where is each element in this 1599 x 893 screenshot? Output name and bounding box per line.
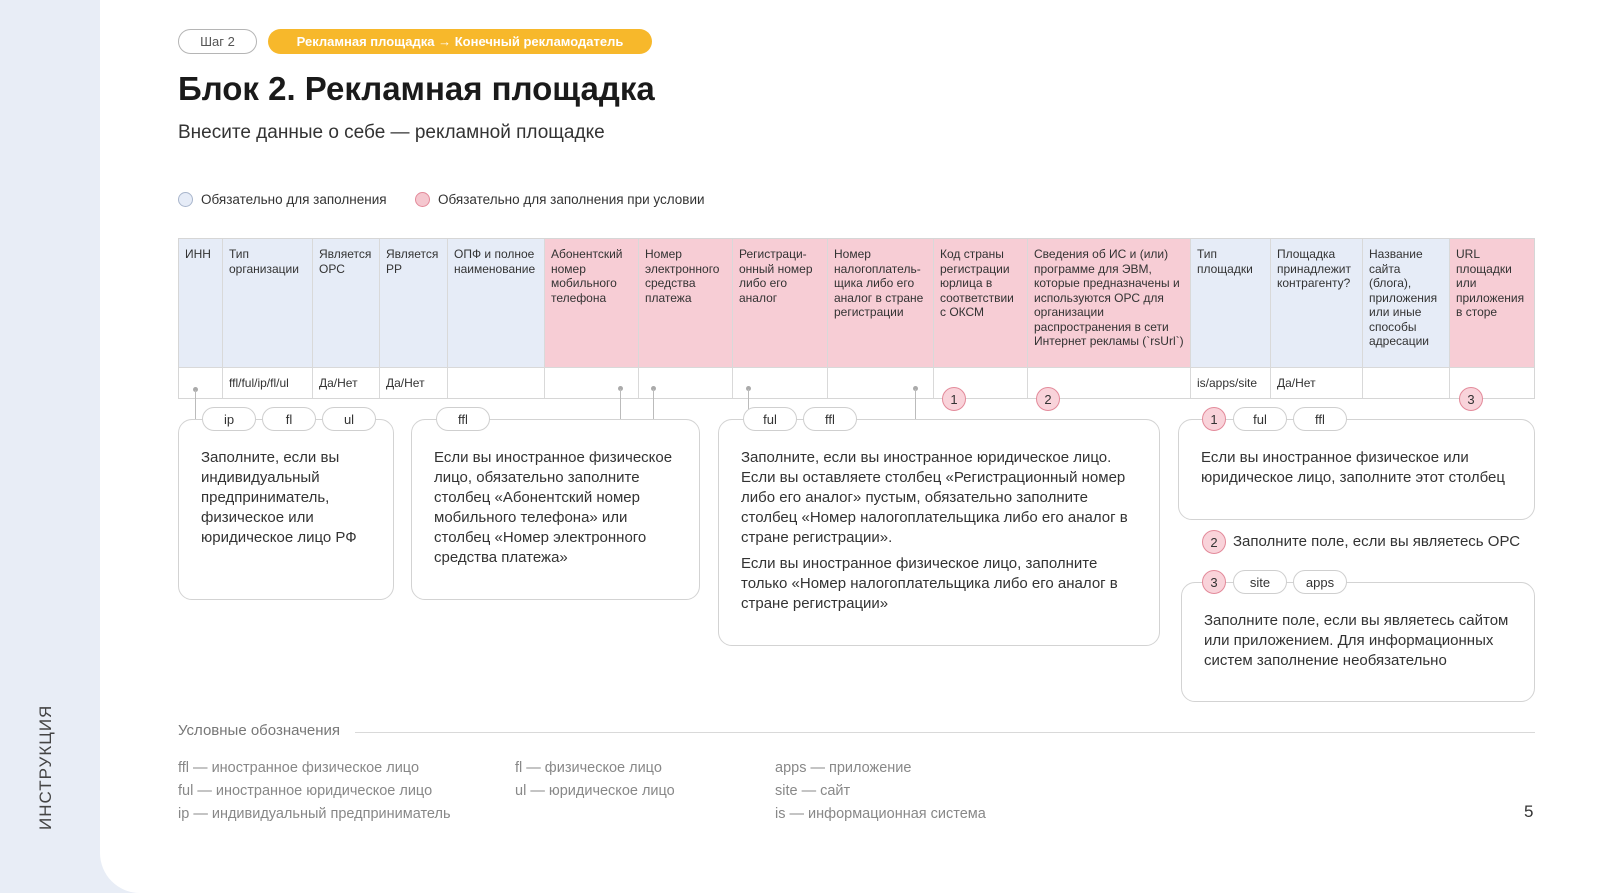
column-header: Регистраци-онный номер либо его аналог (733, 239, 827, 367)
table-column (1271, 239, 1363, 398)
connector-line (748, 389, 749, 409)
note-box-country-code (1178, 419, 1535, 520)
table-column (380, 239, 448, 398)
tag-ffl: ffl (803, 407, 857, 431)
column-header: Абонентский номер мобильного телефона (545, 239, 638, 367)
marker-1: 1 (1202, 407, 1226, 431)
legend-required-label: Обязательно для заполнения (201, 192, 387, 207)
fields-table (178, 238, 1535, 399)
column-value: Да/Нет (380, 367, 447, 398)
column-header: Название сайта (блога), приложения или иные способы адресации (1363, 239, 1449, 367)
column-header: URL площадки или приложения в сторе (1450, 239, 1534, 367)
column-header: Тип площадки (1191, 239, 1270, 367)
note-text: Если вы иностранное физическое лицо, заполните только «Номер налогоплательщика либо его аналог в стране регистрации» (741, 555, 1118, 612)
tag-site: site (1233, 570, 1287, 594)
table-column (179, 239, 223, 398)
step-pill: Шаг 2 (178, 29, 257, 54)
connector-line (620, 389, 621, 419)
glossary-column (775, 757, 986, 826)
legend-conditional-label: Обязательно для заполнения при условии (438, 192, 705, 207)
column-value (828, 367, 933, 398)
page (100, 0, 1599, 893)
column-value: ffl/ful/ip/fl/ul (223, 367, 312, 398)
glossary-item: is — информационная система (775, 806, 986, 822)
note-text: Заполните, если вы индивидуальный предприниматель, физическое или юридическое лицо РФ (201, 449, 357, 546)
tag-apps: apps (1293, 570, 1347, 594)
note-box-foreign-entity (718, 419, 1160, 646)
glossary-item: ip — индивидуальный предприниматель (178, 806, 451, 822)
tag-ful: ful (1233, 407, 1287, 431)
column-header: Сведения об ИС и (или) программе для ЭВМ, которые предназначены и используются ОРС для организации распространения в сети Интернет рекламы (`rsUrl`) (1028, 239, 1190, 367)
note-box-foreign-individual (411, 419, 700, 600)
legend-required (178, 192, 387, 207)
table-column (1191, 239, 1271, 398)
table-column (828, 239, 934, 398)
glossary-item: fl — физическое лицо (515, 760, 662, 776)
glossary-item: ffl — иностранное физическое лицо (178, 760, 420, 776)
column-header: Номер электронного средства платежа (639, 239, 732, 367)
tag-ul: ul (322, 407, 376, 431)
note-text: Если вы иностранное физическое или юридическое лицо, заполните этот столбец (1201, 449, 1505, 486)
note-text: Заполните поле, если вы являетесь сайтом или приложением. Для информационных систем заполнение необязательно (1204, 612, 1509, 669)
column-header: Код страны регистрации юрлица в соответствии с ОКСМ (934, 239, 1027, 367)
marker-2: 2 (1036, 387, 1060, 411)
column-value (1363, 367, 1449, 398)
column-value (448, 367, 544, 398)
page-subtitle: Внесите данные о себе — рекламной площадке (178, 122, 605, 143)
column-value: Да/Нет (1271, 367, 1362, 398)
conditional-dot-icon (415, 192, 430, 207)
glossary-item: ful — иностранное юридическое лицо (178, 783, 433, 799)
note-box-resident (178, 419, 394, 600)
table-column (448, 239, 545, 398)
connector-line (195, 390, 196, 420)
column-header: ОПФ и полное наименование (448, 239, 544, 367)
table-column (639, 239, 733, 398)
column-value: Да/Нет (313, 367, 379, 398)
page-number: 5 (1524, 802, 1534, 821)
glossary-item: ul — юридическое лицо (515, 783, 675, 799)
sidebar-label-text: ИНСТРУКЦИЯ (36, 704, 55, 830)
tag-ip: ip (202, 407, 256, 431)
table-column (313, 239, 380, 398)
tag-fl: fl (262, 407, 316, 431)
glossary-column (515, 757, 675, 803)
flow-pill: Рекламная площадка → Конечный рекламодатель (268, 29, 652, 54)
note-text: Если вы иностранное физическое лицо, обязательно заполните столбец «Абонентский номер мобильного телефона» или столбец «Номер электронного средства платежа» (434, 449, 673, 566)
column-header: Является ОРС (313, 239, 379, 367)
connector-line (653, 389, 654, 419)
tag-ffl: ffl (1293, 407, 1347, 431)
page-title: Блок 2. Рекламная площадка (178, 70, 655, 107)
note-ors: Заполните поле, если вы являетесь ОРС (1233, 533, 1521, 550)
note-box-site-app (1181, 582, 1535, 702)
column-value (545, 367, 638, 398)
legend-conditional (415, 192, 705, 207)
marker-3: 3 (1202, 570, 1226, 594)
column-header: Является РР (380, 239, 447, 367)
column-header: Тип организации (223, 239, 312, 367)
tag-ffl: ffl (436, 407, 490, 431)
table-column (545, 239, 639, 398)
sidebar (0, 0, 100, 893)
marker-1: 1 (942, 387, 966, 411)
glossary-item: site — сайт (775, 783, 851, 799)
sidebar-label (36, 700, 60, 830)
marker-2: 2 (1202, 530, 1226, 554)
table-column (1450, 239, 1534, 398)
column-value (179, 367, 222, 398)
required-dot-icon (178, 192, 193, 207)
marker-3: 3 (1459, 387, 1483, 411)
glossary-title: Условные обозначения (178, 722, 341, 739)
column-header: Номер налогоплатель-щика либо его аналог в стране регистрации (828, 239, 933, 367)
note-text: Заполните, если вы иностранное юридическое лицо. Если вы оставляете столбец «Регистрационный номер либо его аналог» пустым, обязательно заполните столбец «Номер налогоплательщика либо его аналог в стране регистрации». (741, 449, 1128, 546)
table-column (223, 239, 313, 398)
glossary-item: apps — приложение (775, 760, 912, 776)
column-value: is/apps/site (1191, 367, 1270, 398)
table-column (1028, 239, 1191, 398)
table-column (1363, 239, 1450, 398)
connector-line (915, 389, 916, 419)
table-column (934, 239, 1028, 398)
glossary-column (178, 757, 451, 826)
tag-ful: ful (743, 407, 797, 431)
table-column (733, 239, 828, 398)
glossary-divider (355, 732, 1535, 733)
column-header: Площадка принадлежит контрагенту? (1271, 239, 1362, 367)
column-header: ИНН (179, 239, 222, 367)
